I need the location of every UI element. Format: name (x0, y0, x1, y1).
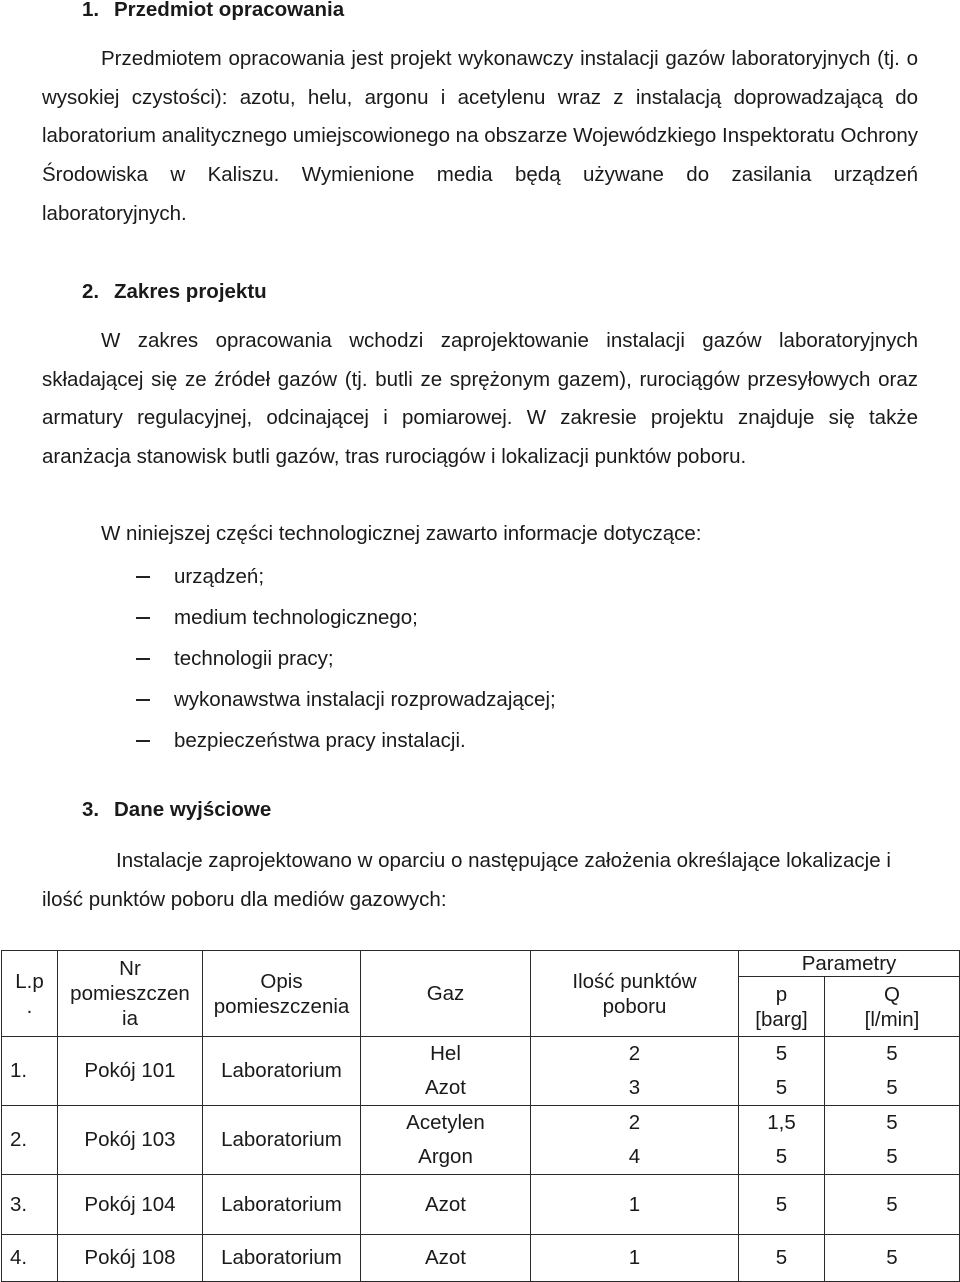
list-item: medium technologicznego; (0, 597, 556, 638)
header-points: Ilość punktów poboru (531, 951, 739, 1037)
section-2-intro: W niniejszej części technologicznej zawarto informacje dotyczące: (101, 522, 702, 545)
section-3-title: Dane wyjściowe (114, 798, 272, 821)
section-3-number: 3. (82, 798, 100, 821)
row-pressure: 5 (739, 1175, 825, 1235)
row-flow: 5 (825, 1175, 960, 1235)
row-room: Pokój 101 (58, 1037, 203, 1106)
list-item: bezpieczeństwa pracy instalacji. (0, 720, 556, 761)
row-lp: 1. (2, 1037, 58, 1106)
table-row (2, 1106, 960, 1175)
header-room-description: Opis pomieszczenia (203, 951, 361, 1037)
row-points: 2 3 (531, 1037, 739, 1106)
section-2-heading (82, 280, 267, 304)
row-pressure: 5 (739, 1235, 825, 1282)
header-lp: L.p . (2, 951, 58, 1037)
row-lp: 4. (2, 1235, 58, 1282)
header-parameters: Parametry (739, 951, 960, 977)
row-gases: Hel Azot (361, 1037, 531, 1106)
row-flow: 5 5 (825, 1037, 960, 1106)
row-room: Pokój 104 (58, 1175, 203, 1235)
section-1-number: 1. (82, 0, 100, 21)
header-gas: Gaz (361, 951, 531, 1037)
table-row (2, 1037, 960, 1106)
row-gases: Azot (361, 1175, 531, 1235)
section-2-paragraph: W zakres opracowania wchodzi zaprojektowanie instalacji gazów laboratoryjnych składającej się ze źródeł gazów (tj. butli ze sprężonym gazem), rurociągów przesyłowych oraz armatury regulacyjnej, odcinającej i pomiarowej. W zakresie projektu znajduje się także aranżacja stanowisk butli gazów, tras rurociągów i lokalizacji punktów poboru. (42, 329, 918, 469)
section-1-paragraph: Przedmiotem opracowania jest projekt wykonawczy instalacji gazów laboratoryjnych (tj. o wysokiej czystości): azotu, helu, argonu i acetylenu wraz z instalacją doprowadzającą do laboratorium analitycznego umiejscowionego na obszarze Wojewódzkiego Inspektoratu Ochrony Środowiska w Kaliszu. Wymienione media będą używane do zasilania urządzeń laboratoryjnych. (42, 47, 918, 225)
section-3-paragraph: Instalacje zaprojektowano w oparciu o następujące założenia określające lokalizacje i ilość punktów poboru dla mediów gazowych: (42, 849, 891, 911)
row-description: Laboratorium (203, 1175, 361, 1235)
row-pressure: 1,5 5 (739, 1106, 825, 1175)
dash-icon (136, 658, 150, 660)
row-room: Pokój 103 (58, 1106, 203, 1175)
row-description: Laboratorium (203, 1106, 361, 1175)
row-gases: Acetylen Argon (361, 1106, 531, 1175)
row-description: Laboratorium (203, 1235, 361, 1282)
row-flow: 5 (825, 1235, 960, 1282)
row-lp: 2. (2, 1106, 58, 1175)
list-item: urządzeń; (0, 556, 556, 597)
dash-icon (136, 576, 150, 578)
section-1-title: Przedmiot opracowania (114, 0, 345, 21)
row-description: Laboratorium (203, 1037, 361, 1106)
list-item: wykonawstwa instalacji rozprowadzającej; (0, 679, 556, 720)
header-room-number: Nr pomieszczen ia (58, 951, 203, 1037)
dash-icon (136, 740, 150, 742)
gas-points-table (1, 950, 960, 1282)
row-points: 2 4 (531, 1106, 739, 1175)
dash-icon (136, 617, 150, 619)
section-2-title: Zakres projektu (114, 280, 267, 303)
header-flow: Q [l/min] (825, 977, 960, 1037)
header-pressure: p [barg] (739, 977, 825, 1037)
table-header-row (2, 951, 960, 977)
table-row (2, 1175, 960, 1235)
section-3-heading (82, 798, 271, 822)
row-points: 1 (531, 1235, 739, 1282)
row-lp: 3. (2, 1175, 58, 1235)
row-room: Pokój 108 (58, 1235, 203, 1282)
table-row (2, 1235, 960, 1282)
section-2-number: 2. (82, 280, 100, 303)
row-gases: Azot (361, 1235, 531, 1282)
scope-list (0, 556, 556, 761)
section-1-heading (82, 0, 344, 22)
list-item: technologii pracy; (0, 638, 556, 679)
row-pressure: 5 5 (739, 1037, 825, 1106)
dash-icon (136, 699, 150, 701)
row-points: 1 (531, 1175, 739, 1235)
row-flow: 5 5 (825, 1106, 960, 1175)
